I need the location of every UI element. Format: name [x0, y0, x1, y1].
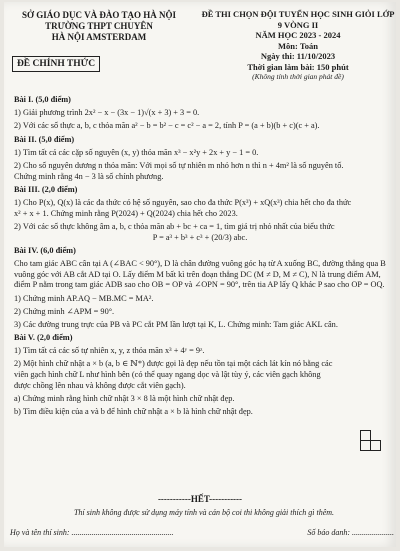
s5-question-a: a) Chứng minh rằng hình chữ nhật 3 × 8 là một hình chữ nhật đẹp. — [14, 393, 235, 403]
s5-question-2: 2) Một hình chữ nhật a × b (a, b ∈ ℕ*) được gọi là đẹp nếu tồn tại một cách lát kín nó bằng các viên gạch hình chữ L như hình bên (có thể quay ngang dọc và lật tùy ý, các viên gạch không được chồng lên nhau và không được cắt viên gạch). — [14, 359, 333, 390]
s1-question-1: 1) Giải phương trình 2x² − x − (3x − 1)√(x + 3) + 3 = 0. — [14, 108, 200, 118]
school-year: NĂM HỌC 2023 - 2024 — [255, 30, 341, 40]
subject: Môn: Toán — [278, 40, 318, 51]
official-label: ĐỀ CHÍNH THỨC — [12, 56, 100, 72]
l-tromino-figure — [360, 430, 384, 454]
footer-line — [10, 528, 394, 537]
header-right — [200, 9, 396, 83]
school-line-1: TRƯỜNG THPT CHUYÊN — [45, 21, 153, 31]
s2-question-2a: 2) Cho số nguyên dương n thỏa mãn: Với mọi số tự nhiên m nhỏ hơn n thì n + 4m² là số nguyên tố. — [14, 160, 344, 170]
s3-question-1a: 1) Cho P(x), Q(x) là các đa thức có hệ số nguyên, sao cho đa thức P(x³) + xQ(x³) chia hết cho đa thức — [14, 198, 352, 208]
l-tromino-cell-bottom-right — [370, 440, 381, 451]
department-name: SỞ GIÁO DỤC VÀ ĐÀO TẠO HÀ NỘI — [22, 10, 176, 20]
exam-title: ĐỀ THI CHỌN ĐỘI TUYỂN HỌC SINH GIỎI LỚP 9 VÒNG II — [201, 9, 395, 30]
s5-question-b: b) Tìm điều kiện của a và b để hình chữ nhật a × b là hình chữ nhật đẹp. — [14, 406, 253, 416]
school-line-2: HÀ NỘI AMSTERDAM — [51, 32, 147, 42]
s3-question-2a: 2) Với các số thực không âm a, b, c thỏa mãn ab + bc + ca = 1, tìm giá trị nhỏ nhất của biểu thức — [14, 221, 335, 231]
s3-question-2-formula: P = a³ + b³ + c³ + (20/3) abc. — [152, 232, 248, 242]
candidate-name-label: Họ và tên thí sinh: ................................................... — [10, 528, 174, 537]
section-4-title: Bài IV. (6,0 điểm) — [14, 246, 76, 256]
end-mark: -----------HẾT----------- — [157, 494, 243, 504]
s1-question-2: 2) Với các số thực a, b, c thỏa mãn a² − b = b² − c = c² − a = 2, tính P = (a + b)(b + c)(c + a). — [14, 121, 320, 131]
section-3-title: Bài III. (2,0 điểm) — [14, 185, 78, 195]
exam-time-note: (Không tính thời gian phát đề) — [252, 72, 344, 81]
section-2-title: Bài II. (5,0 điểm) — [14, 134, 75, 144]
candidate-id-label: Số báo danh: ..................... — [307, 528, 394, 537]
s4-problem: Cho tam giác ABC cân tại A (∠BAC < 90°), D là chân đường vuông góc hạ từ A xuống BC, đường thẳng qua B vuông góc với AB cắt AD tại O. Lấy điểm M bất kì trên đoạn thẳng DC (M ≠ D, M ≠ C), N là trung điểm AM, điểm P nằm trong tam giác ADB sao cho OB = OP và ∠OPN = 90°, trên tia AP lấy Q khác P sao cho OP = OQ. — [14, 259, 386, 290]
s5-question-1: 1) Tìm tất cả các số tự nhiên x, y, z thỏa mãn x³ + 4ʸ = 9ᶻ. — [14, 346, 205, 356]
section-5-title: Bài V. (2,0 điểm) — [14, 333, 73, 343]
header-left — [4, 10, 194, 43]
exam-time: Thời gian làm bài: 150 phút — [247, 61, 349, 72]
s4-question-3: 3) Các đường trung trực của PB và PC cắt PM lần lượt tại K, L. Chứng minh: Tam giác AKL cân. — [14, 319, 338, 329]
s2-question-1: 1) Tìm tất cả các cặp số nguyên (x, y) thỏa mãn x³ − x²y + 2x + y − 1 = 0. — [14, 147, 259, 157]
exam-date: Ngày thi: 11/10/2023 — [260, 51, 336, 61]
s2-question-2b: Chứng minh rằng 4n − 3 là số chính phương. — [14, 171, 164, 181]
s4-question-2: 2) Chứng minh ∠APM = 90°. — [14, 306, 115, 316]
s4-question-1: 1) Chứng minh AP.AQ − MB.MC = MA². — [14, 293, 154, 303]
exam-body — [14, 92, 386, 420]
s3-question-1b: x² + x + 1. Chứng minh rằng P(2024) + Q(2024) chia hết cho 2023. — [14, 208, 238, 218]
section-1-title: Bài I. (5,0 điểm) — [14, 95, 71, 104]
instruction-note: Thí sinh không được sử dụng máy tính và cán bộ coi thi không giải thích gì thêm. — [73, 508, 335, 517]
exam-page — [4, 2, 396, 547]
